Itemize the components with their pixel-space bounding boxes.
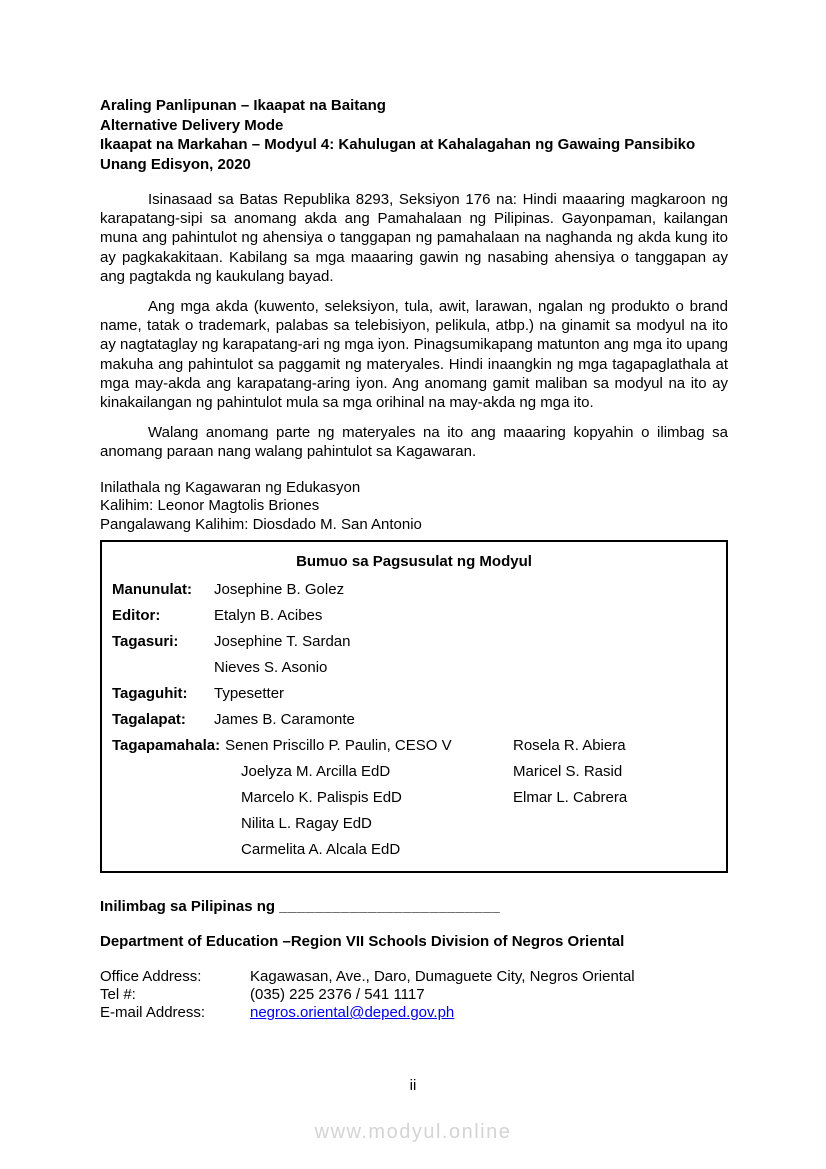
credits-row-tagasuri-2 [112,655,716,681]
telephone-label: Tel #: [100,986,136,1004]
publisher-line: Inilathala ng Kagawaran ng Edukasyon [100,478,361,496]
credits-box [100,540,728,873]
module-mode-line: Alternative Delivery Mode [100,116,284,134]
telephone-value: (035) 225 2376 / 541 1117 [250,986,425,1004]
telephone-row [100,986,728,1004]
watermark: www.modyul.online [314,1121,512,1143]
credits-label: Tagaguhit: [112,685,188,703]
credits-row-tagapamahala-3 [112,785,716,811]
module-subject-line: Araling Panlipunan – Ikaapat na Baitang [100,97,386,114]
credits-label: Tagapamahala: [112,737,221,755]
undersecretary-line: Pangalawang Kalihim: Diosdado M. San Antonio [100,515,422,533]
office-address-value: Kagawasan, Ave., Daro, Dumaguete City, Negros Oriental [250,968,635,986]
credits-name-col2: Maricel S. Rasid [513,763,623,781]
copyright-paragraph-1: Isinasaad sa Batas Republika 8293, Seksiyon 176 na: Hindi maaaring magkaroon ng karapatang-sipi sa anomang akda ang Pamahalaan ng Pilipinas. Gayonpaman, kailangan muna ang pahintulot ng ahensiya o tanggapan ng pamahalaan na naghanda ng akda kung ito ay pagkakakitaan. Kabilang sa mga maaaring gawin ng nasabing ahensiya o tanggapan ay ang pagtakda ng kaukulang bayad. [100,191,728,285]
credits-row-tagalapat [112,707,716,733]
credits-name: Carmelita A. Alcala EdD [241,841,401,859]
credits-name: Etalyn B. Acibes [214,607,323,625]
credits-name: Typesetter [214,685,285,703]
credits-label: Tagasuri: [112,633,179,651]
office-address-row [100,968,728,986]
email-link[interactable]: negros.oriental@deped.gov.ph [250,1004,455,1022]
publisher-block [100,479,728,535]
credits-name: Senen Priscillo P. Paulin, CESO V [225,737,452,755]
credits-name-col2: Rosela R. Abiera [513,737,626,755]
credits-name-col2: Elmar L. Cabrera [513,789,628,807]
credits-label: Tagalapat: [112,711,186,729]
credits-label: Editor: [112,607,161,625]
copyright-paragraph-2: Ang mga akda (kuwento, seleksiyon, tula, awit, larawan, ngalan ng produkto o brand name, tatak o trademark, palabas sa telebisiyon, pelikula, atbp.) na ginamit sa modyul na ito ay nagtataglay ng karapatang-ari ng mga iyon. Pinagsumikapang matunton ang mga ito upang makuha ang pahintulot sa paggamit ng materyales. Hindi inaangkin ng mga tagapaglathala at mga may-akda ang karapatang-aring iyon. Ang anomang gamit maliban sa modyul na ito ay kinakailangan ng pahintulot mula sa mga orihinal na may-akda ng mga ito. [100,298,728,412]
credits-row-tagapamahala-2 [112,759,716,785]
module-header [100,96,728,174]
printed-in-blank: _________________________ [279,898,501,916]
credits-row-tagapamahala-5 [112,837,716,863]
credits-name: Marcelo K. Palispis EdD [241,789,402,807]
credits-label [112,655,214,681]
email-row [100,1004,728,1022]
credits-row-editor [112,603,716,629]
contact-block [100,968,728,1022]
credits-label [112,785,214,811]
secretary-line: Kalihim: Leonor Magtolis Briones [100,497,320,515]
credits-name: Josephine B. Golez [214,581,345,599]
credits-name: Josephine T. Sardan [214,633,351,651]
credits-row-tagaguhit [112,681,716,707]
credits-label: Manunulat: [112,581,192,599]
credits-row-manunulat [112,577,716,603]
credits-row-tagasuri [112,629,716,655]
page-number: ii [409,1077,417,1094]
credits-name: James B. Caramonte [214,711,355,729]
credits-title: Bumuo sa Pagsusulat ng Modyul [296,553,532,571]
credits-row-tagapamahala-4 [112,811,716,837]
module-edition-line: Unang Edisyon, 2020 [100,155,251,173]
office-address-label: Office Address: [100,968,202,986]
division-name: Department of Education –Region VII Schools Division of Negros Oriental [100,933,625,951]
credits-name: Nieves S. Asonio [214,659,328,677]
email-label: E-mail Address: [100,1004,206,1022]
credits-name: Joelyza M. Arcilla EdD [241,763,391,781]
module-title-line: Ikaapat na Markahan – Modyul 4: Kahulugan at Kahalagahan ng Gawaing Pansibiko [100,136,696,153]
credits-label [112,759,214,785]
copyright-paragraph-3: Walang anomang parte ng materyales na ito ang maaaring kopyahin o ilimbag sa anomang paraan nang walang pahintulot sa Kagawaran. [100,424,728,461]
printed-in-line [100,897,728,916]
printed-in-label: Inilimbag sa Pilipinas ng [100,898,280,916]
credits-label [112,837,214,863]
credits-name: Nilita L. Ragay EdD [241,815,372,833]
credits-row-tagapamahala [112,733,716,759]
credits-label [112,811,214,837]
